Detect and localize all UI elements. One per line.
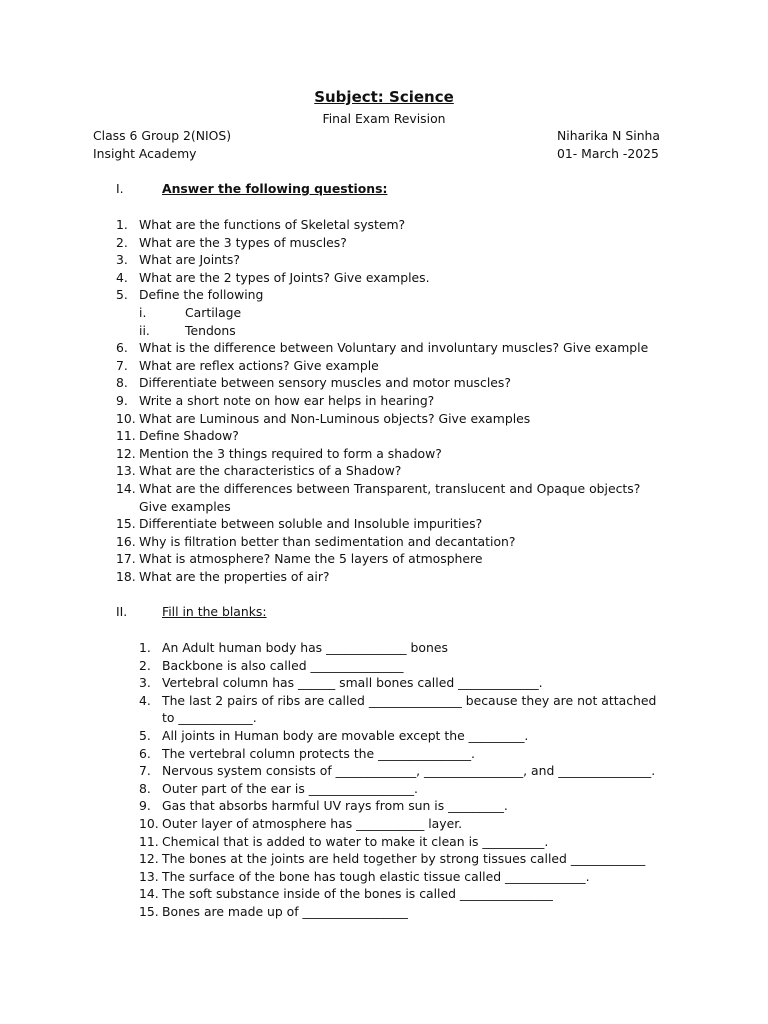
list-item: 1. What are the functions of Skeletal system?: [116, 217, 406, 232]
list-item: 8. Differentiate between sensory muscles and motor muscles?: [116, 375, 511, 391]
section-1-numeral: I.: [116, 181, 124, 196]
list-item: 9. Write a short note on how ear helps in hearing?: [116, 392, 435, 408]
list-item: 17. What is atmosphere? Name the 5 layers of atmosphere: [116, 551, 483, 567]
list-item: 5. Define the following: [116, 287, 264, 303]
list-item: 14. The soft substance inside of the bones is called _______________: [139, 886, 553, 902]
section-2-title: Fill in the blanks:: [162, 604, 267, 619]
page-subtitle: Final Exam Revision: [322, 111, 446, 126]
list-item: 2. Backbone is also called _______________: [139, 657, 404, 673]
list-item: 3. Vertebral column has ______ small bones called _____________.: [139, 675, 543, 691]
list-item: 11. Chemical that is added to water to make it clean is __________.: [139, 833, 549, 849]
question-list: [116, 216, 656, 585]
section-2-heading: [116, 604, 267, 619]
list-item: 12. Mention the 3 things required to form a shadow?: [116, 445, 442, 461]
page-title: Subject: Science: [314, 88, 454, 106]
list-item: 12. The bones at the joints are held together by strong tissues called ____________: [139, 851, 646, 867]
school-name: Insight Academy: [93, 146, 197, 161]
meta-row-2: [93, 146, 659, 161]
list-item: 2. What are the 3 types of muscles?: [116, 234, 347, 250]
section-1-title: Answer the following questions:: [162, 181, 388, 196]
list-item: 5. All joints in Human body are movable except the _________.: [139, 727, 529, 743]
list-item: 13. The surface of the bone has tough elastic tissue called _____________.: [139, 868, 590, 884]
list-item: 15. Differentiate between soluble and Insoluble impurities?: [116, 516, 483, 532]
exam-date: 01- March -2025: [557, 146, 659, 161]
meta-row-1: [93, 128, 660, 143]
list-item: 7. What are reflex actions? Give example: [116, 357, 379, 373]
list-item: 4. What are the 2 types of Joints? Give examples.: [116, 269, 430, 285]
sub-list-item: ii. Tendons: [139, 322, 236, 338]
section-1-heading: [116, 181, 387, 196]
list-item: 15. Bones are made up of _________________: [139, 903, 408, 919]
section-2-numeral: II.: [116, 604, 128, 619]
list-item: 10. What are Luminous and Non-Luminous objects? Give examples: [116, 410, 531, 426]
list-item: 7. Nervous system consists of _____________, ________________, and _______________.: [139, 763, 656, 779]
list-item: 3. What are Joints?: [116, 252, 240, 268]
class-group: Class 6 Group 2(NIOS): [93, 128, 232, 143]
list-item: 4. The last 2 pairs of ribs are called _______________ because they are not attached to ____________.: [139, 692, 657, 726]
list-item: 1. An Adult human body has _____________ bones: [139, 640, 448, 655]
list-item: 10. Outer layer of atmosphere has ___________ layer.: [139, 815, 463, 831]
fill-blanks-list: [139, 639, 659, 921]
list-item: 13. What are the characteristics of a Shadow?: [116, 463, 402, 479]
list-item: 16. Why is filtration better than sedimentation and decantation?: [116, 533, 516, 549]
list-item: 6. What is the difference between Voluntary and involuntary muscles? Give example: [116, 340, 649, 356]
list-item: 8. Outer part of the ear is _________________.: [139, 780, 418, 796]
list-item: 11. Define Shadow?: [116, 428, 239, 444]
list-item: 18. What are the properties of air?: [116, 568, 330, 584]
list-item: 14. What are the differences between Transparent, translucent and Opaque objects? Give examples: [116, 480, 641, 514]
list-item: 9. Gas that absorbs harmful UV rays from sun is _________.: [139, 798, 508, 814]
list-item: 6. The vertebral column protects the _______________.: [139, 745, 475, 761]
sub-list-item: i. Cartilage: [139, 304, 242, 320]
student-name: Niharika N Sinha: [557, 128, 660, 143]
